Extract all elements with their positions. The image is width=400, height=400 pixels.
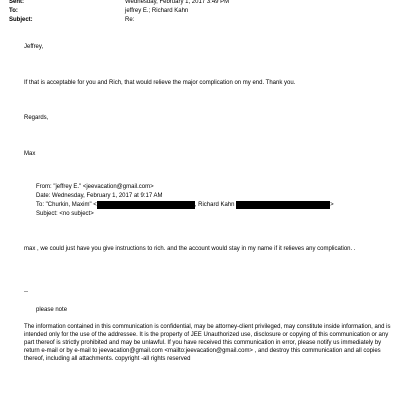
greeting: Jeffrey, (24, 44, 44, 50)
forwarded-to (36, 201, 334, 209)
forwarded-to-suffix: > (330, 202, 334, 208)
to-label: To: (9, 8, 18, 14)
subject-label: Subject: (9, 17, 33, 23)
forwarded-to-prefix: To: "Churkin, Maxim" < (36, 202, 97, 208)
signature: Max (24, 151, 36, 157)
separator-dashes: -- (24, 289, 28, 295)
subject-value: Re: (125, 17, 135, 23)
to-value: jeffrey E.; Richard Kahn (125, 8, 189, 14)
please-note: please note (36, 307, 68, 313)
forwarded-subject: Subject: <no subject> (36, 211, 94, 217)
regards: Regards, (24, 115, 49, 121)
forwarded-from: From: "jeffrey E." <jeevacation@gmail.com> (36, 184, 154, 190)
forwarded-to-middle: , Richard Kahn (194, 202, 235, 208)
redaction-bar (236, 201, 330, 209)
forwarded-date: Date: Wednesday, February 1, 2017 at 9:17 AM (36, 193, 163, 199)
disclaimer: The information contained in this communication is confidential, may be attorney-client privileged, may constitute inside information, and is intended only for the use of the addressee. It is the property of JEE Unauthorized use, disclosure or copying of this communication or any part thereof is strictly prohibited and may be unlawful. If you have received this communication in error, please notify us immediately by return e-mail or by e-mail to jeevacation@gmail.com <mailto:jeevacation@gmail.com> , and destroy this communication and all copies thereof, including all attachments. copyright -all rights reserved (24, 324, 391, 362)
reply-paragraph: If that is acceptable for you and Rich, that would relieve the major complication on my end. Thank you. (24, 80, 296, 86)
sent-value: Wednesday, February 1, 2017 3:49 PM (125, 0, 230, 5)
sent-label: Sent: (9, 0, 24, 5)
redaction-bar (97, 201, 195, 209)
forwarded-message: max , we could just have you give instructions to rich. and the account would stay in my name if it relieves any complication. . (24, 246, 356, 252)
